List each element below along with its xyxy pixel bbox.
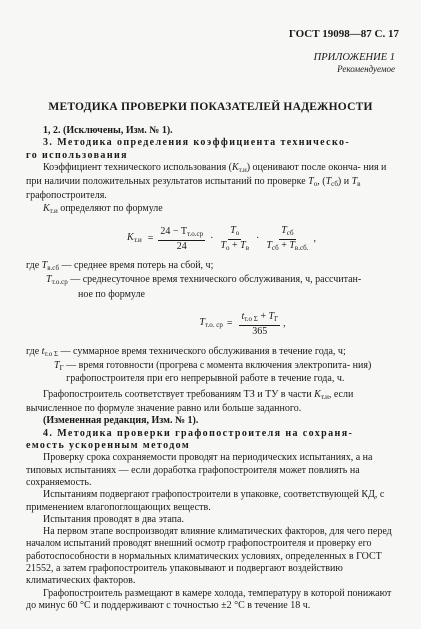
formula-kti	[44, 225, 399, 254]
symbol: T	[41, 260, 48, 272]
symbol: T	[308, 176, 314, 188]
symbol-subscript: в	[357, 180, 361, 189]
section-1-2: 1, 2. (Исключены, Изм. № 1).	[43, 125, 173, 136]
symbol: T	[268, 310, 275, 322]
symbol: T	[46, 274, 52, 286]
gost-page-header: ГОСТ 19098—87 С. 17	[288, 28, 399, 40]
definition-label	[54, 360, 66, 385]
symbol: T	[240, 240, 246, 252]
definition-tvsb	[26, 260, 399, 274]
symbol-subscript: т.о Σ	[244, 314, 258, 323]
text-run: — время готовности (прогрева с момента включения электропита-	[66, 360, 351, 372]
paragraph: Проверку срока сохраняемости проводят на периодических испытаниях, а на типовых испытаниях — если доработка графопостроителя может повлиять на сохраняемость.	[26, 452, 373, 488]
formula-lhs	[127, 232, 142, 246]
fraction-1	[158, 226, 205, 253]
definition-tto-cont: ное по формуле	[78, 288, 145, 300]
appendix-status: Рекомендуемое	[337, 64, 395, 74]
paragraph-compliance	[26, 389, 399, 416]
plus-sign: +	[260, 310, 266, 322]
document-body	[26, 125, 399, 612]
definition-text: — среднесуточное время технического обслуживания, ч, рассчитан-	[70, 274, 362, 286]
multiply-dot: ·	[210, 233, 214, 245]
appendix-label-block	[314, 52, 395, 74]
numerator	[228, 225, 241, 240]
text-run: , (	[317, 176, 326, 188]
symbol: T	[289, 240, 295, 252]
text-run: вычисленное по формуле значение равно или больше заданного.	[26, 403, 302, 415]
numerator	[158, 226, 205, 241]
text-run: года, ч.	[313, 372, 345, 384]
text-run: Графопостроитель соответствует требованиям ТЗ и ТУ в части	[43, 388, 312, 400]
symbol: T	[281, 225, 287, 237]
symbol: T	[199, 317, 205, 329]
edit-note: (Измененная редакция, Изм. № 1).	[43, 415, 199, 427]
symbol: K	[127, 232, 134, 244]
fraction-3	[264, 225, 310, 254]
fraction-tto	[239, 311, 280, 338]
paragraph: Графопостроитель размещают в камере холода, температуру в которой понижают до минус 60 °С и поддерживают с точностью ±2 °С в течение 18 ч.	[26, 587, 392, 611]
symbol-subscript: сб	[286, 229, 294, 238]
symbol-subscript: в.сб	[47, 264, 60, 273]
text-run: определяют по формуле	[60, 202, 163, 214]
symbol: T	[266, 240, 272, 252]
numerator	[279, 225, 295, 240]
denominator: 365	[252, 325, 268, 337]
symbol: K	[43, 202, 50, 214]
symbol-subscript: т.и	[49, 206, 58, 215]
document-title: МЕТОДИКА ПРОВЕРКИ ПОКАЗАТЕЛЕЙ НАДЕЖНОСТИ	[48, 101, 373, 113]
definition-tto	[26, 274, 399, 288]
fraction-2	[218, 225, 251, 254]
symbol-subscript: o	[313, 180, 318, 189]
symbol-subscript: т.о Σ	[44, 349, 59, 358]
appendix-label: ПРИЛОЖЕНИЕ 1	[313, 52, 395, 63]
symbol-subscript: т.о.ср	[186, 230, 204, 239]
symbol-subscript: сб	[271, 244, 279, 253]
denominator	[264, 240, 310, 254]
where-word: где	[26, 260, 40, 272]
plus-sign: +	[232, 240, 238, 252]
symbol: T	[325, 176, 332, 188]
symbol: t	[241, 310, 245, 322]
symbol-subscript: т.о. ср	[204, 321, 223, 330]
symbol-subscript: в.сб.	[294, 244, 309, 253]
formula-lhs	[199, 317, 222, 331]
symbol-subscript: т.и	[133, 236, 142, 245]
symbol-subscript: Г	[59, 364, 64, 373]
symbol-subscript: о	[226, 244, 230, 253]
symbol: T	[230, 225, 236, 237]
symbol-subscript: т.и	[238, 165, 247, 174]
multiply-dot: ·	[256, 233, 260, 245]
text-run: графопостроителя.	[26, 190, 107, 202]
definition-text: — суммарное время технического обслуживания в течение года, ч;	[60, 345, 346, 357]
text-run: ) оценивают после оконча-	[246, 161, 361, 173]
text-run: ния) графопостроителя при его непрерывной работе в течение	[66, 360, 372, 384]
paragraph: Испытания проводят в два этапа.	[43, 513, 184, 525]
text-run: Коэффициент технического использования (	[43, 161, 232, 173]
definition-tg	[26, 360, 399, 385]
symbol: T	[351, 176, 358, 188]
symbol: t	[41, 345, 45, 357]
symbol-subscript: в	[245, 244, 250, 253]
comma: ,	[283, 318, 286, 330]
section-3-heading-line1: 3. Методика определения коэффициента техническо-	[43, 137, 351, 149]
section-4-heading-line2: емость ускоренным методом	[26, 440, 191, 452]
equals-sign: =	[147, 233, 154, 245]
symbol: T	[220, 240, 226, 252]
section-3-heading-line2: го использования	[26, 149, 128, 161]
text-run: ния и при наличии положительных результатов испытаний по проверке	[26, 161, 387, 188]
symbol: K	[232, 161, 239, 173]
denominator: 24	[176, 241, 187, 253]
comma: ,	[313, 233, 316, 245]
text-run: , если	[328, 388, 354, 400]
paragraph-kti-definition	[26, 162, 399, 203]
symbol: K	[314, 388, 321, 400]
numerator	[239, 311, 280, 326]
where-word: где	[26, 345, 40, 357]
definition-text	[66, 360, 399, 385]
definition-label	[26, 346, 61, 360]
symbol-subscript: т.и	[320, 392, 329, 401]
symbol-subscript: т.о.ср	[51, 278, 68, 287]
definition-tto-sum	[26, 346, 399, 360]
equals-sign: =	[226, 318, 233, 330]
symbol-subscript: Г	[274, 314, 279, 323]
plus-sign: +	[281, 240, 287, 252]
symbol: T	[54, 360, 60, 372]
symbol-subscript: о	[235, 229, 240, 238]
term: 24 − T	[160, 226, 187, 238]
symbol-subscript: сб	[331, 180, 338, 189]
section-4-heading-line1: 4. Методика проверки графопостроителя на сохраня-	[43, 427, 354, 439]
paragraph-kti-formula-intro	[26, 203, 399, 217]
paragraph: Испытаниям подвергают графопостроители в упаковке, соответствующей КД, с применением влагопоглощающих веществ.	[26, 489, 385, 513]
definition-text: — среднее время потерь на сбой, ч;	[61, 260, 214, 272]
text-run: ) и	[337, 176, 350, 188]
paragraph: На первом этапе воспроизводят влияние климатических факторов, для чего перед началом испытаний проводят внешний осмотр графопостроителя и проверку его работоспособности в нормальных климатических условиях, определенных в ГОСТ 21552, а затем графопостроитель упаковывают и подвергают воздействию климатических факторов.	[26, 526, 392, 587]
formula-tto	[86, 311, 399, 338]
denominator	[218, 240, 251, 254]
